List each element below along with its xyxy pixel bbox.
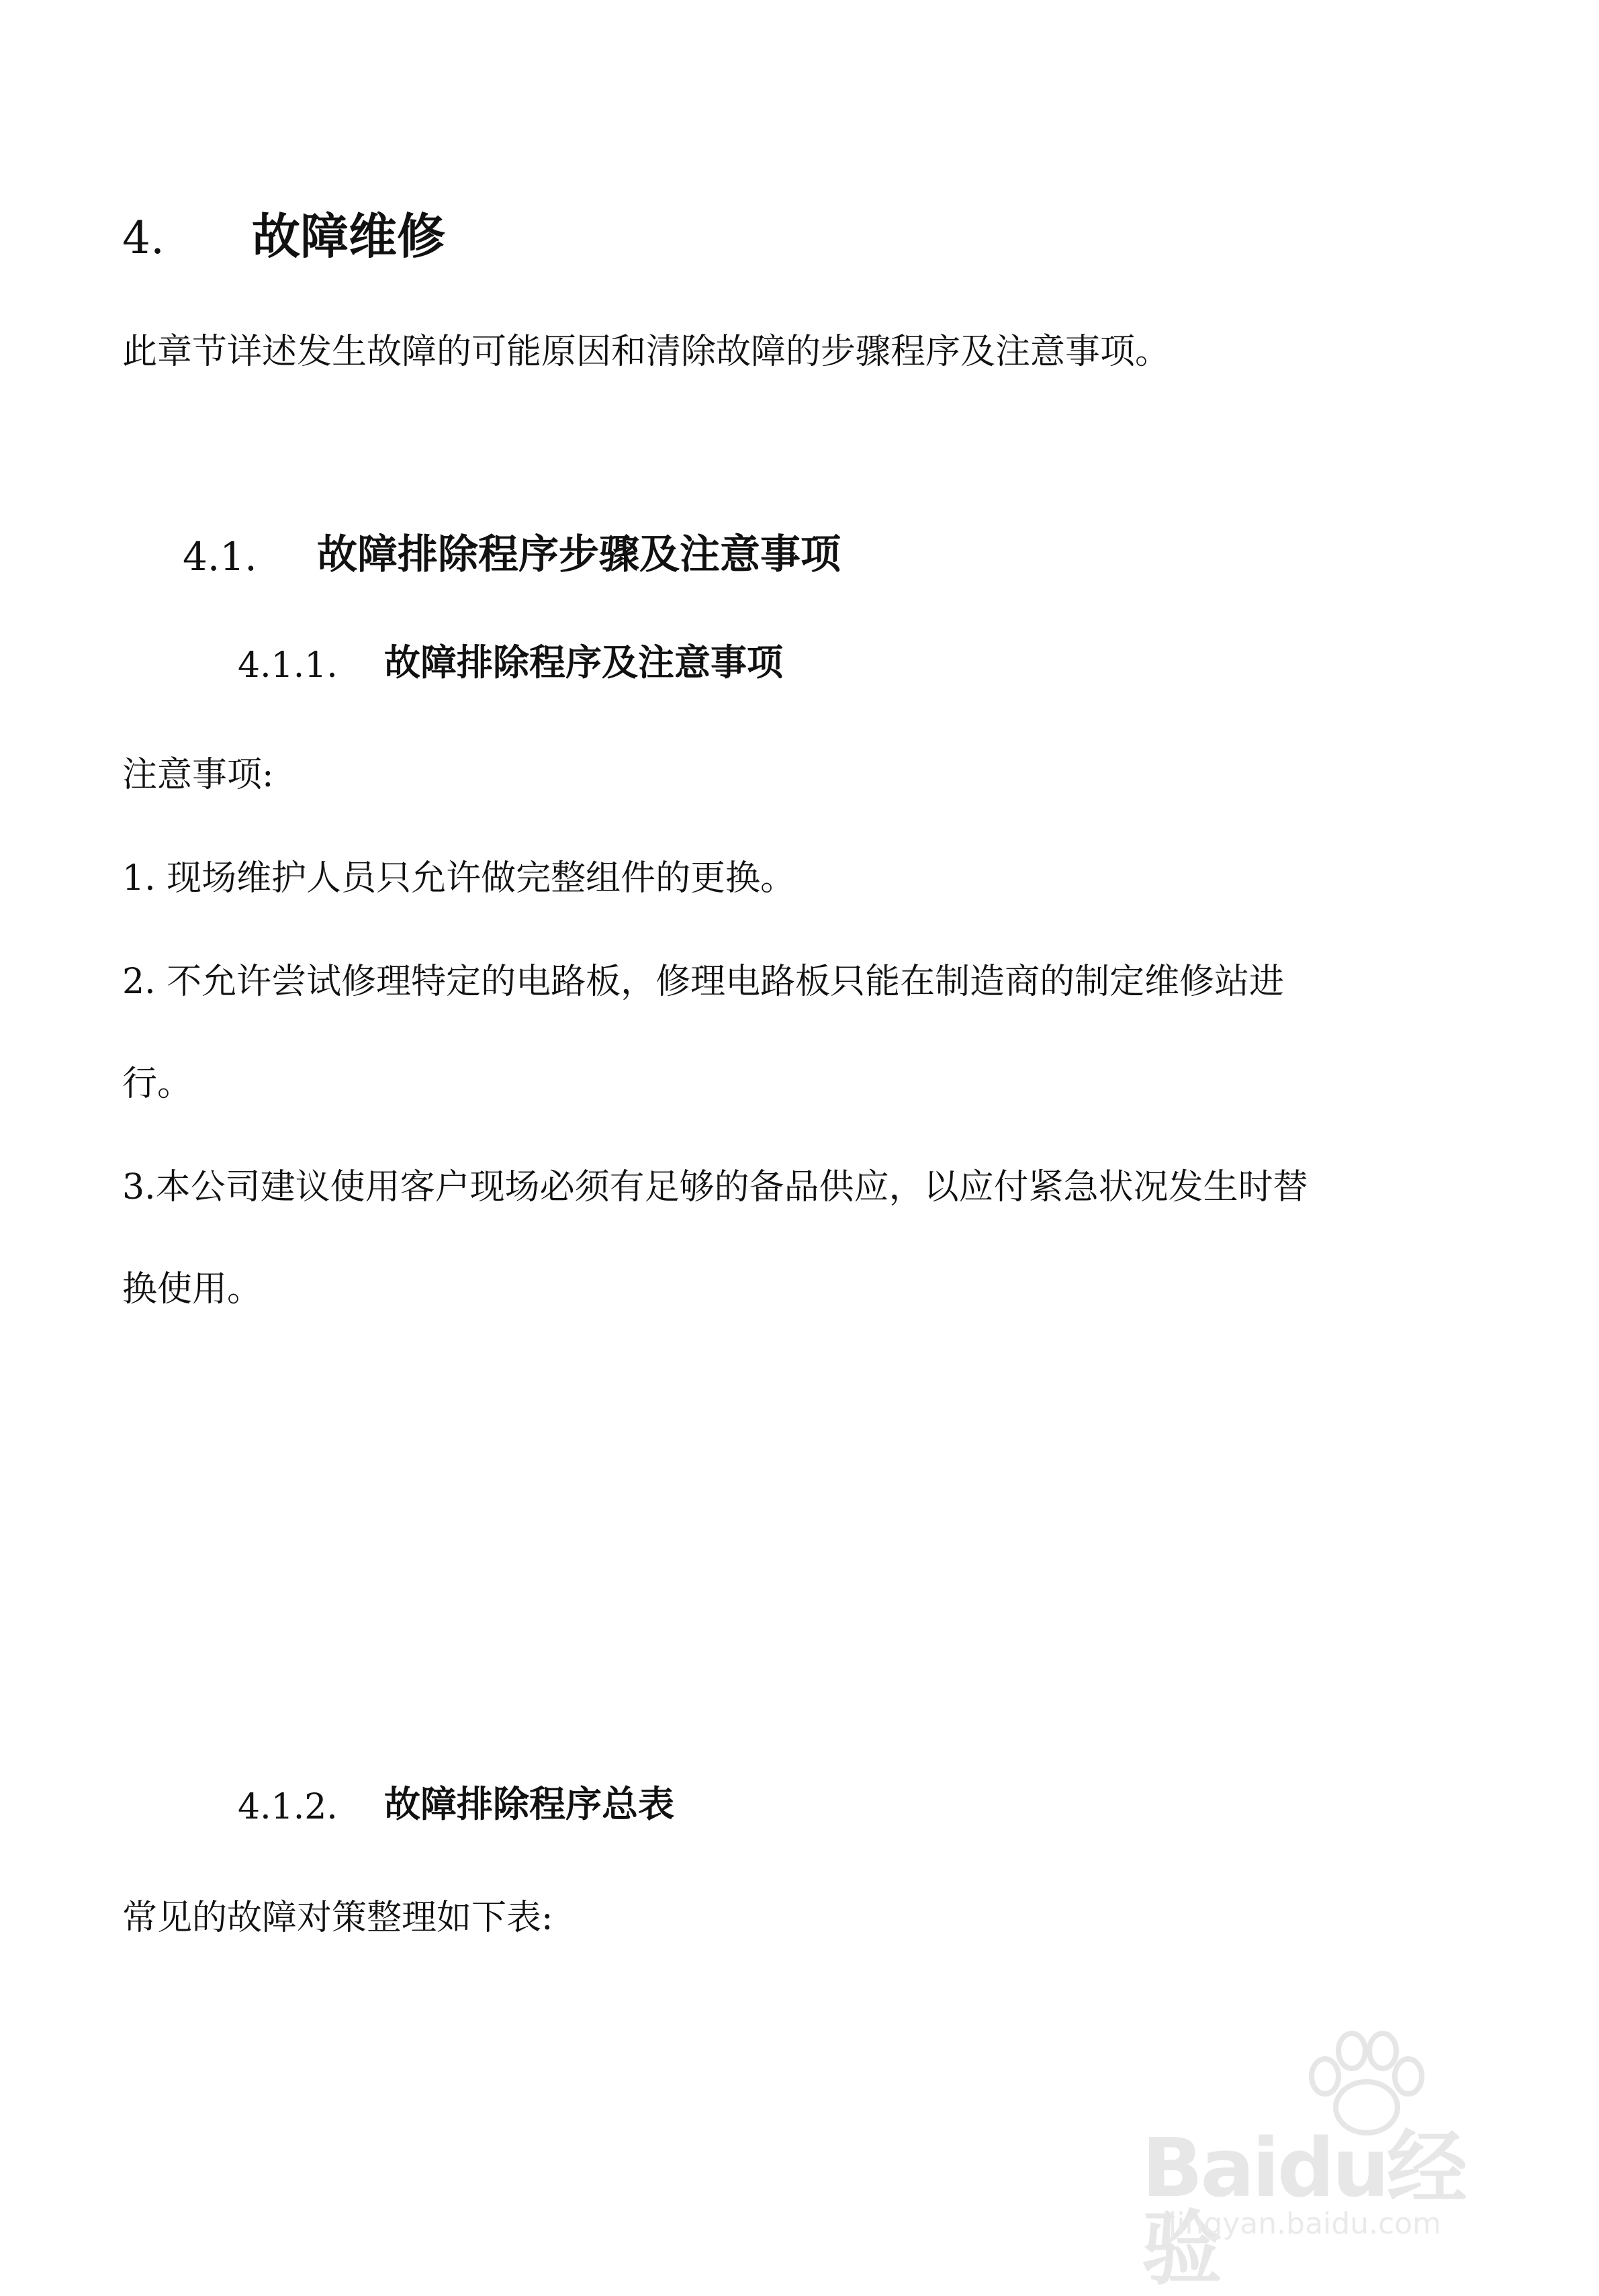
subsubsection-2-title: 故障排除程序总表 (384, 1783, 674, 1825)
section-intro: 此章节详述发生故障的可能原因和清除故障的步骤程序及注意事项。 (122, 332, 1171, 372)
note-2-line-2: 行。 (122, 1064, 193, 1104)
note-1: 1. 现场维护人员只允许做完整组件的更换。 (122, 858, 796, 899)
subsubsection-1-number: 4.1.1. (238, 645, 338, 686)
subsection-number: 4.1. (183, 534, 257, 580)
subsection-title: 故障排除程序步骤及注意事项 (317, 531, 841, 578)
note-2-line-1: 2. 不允许尝试修理特定的电路板，修理电路板只能在制造商的制定维修站进 (122, 962, 1285, 1002)
note-3-line-1: 3.本公司建议使用客户现场必须有足够的备品供应，以应付紧急状况发生时替 (122, 1167, 1308, 1207)
notes-label: 注意事项: (122, 755, 274, 795)
subsubsection-2-number: 4.1.2. (238, 1787, 338, 1827)
watermark-logo: Baidu经验 (1142, 2122, 1465, 2296)
note-3-line-2: 换使用。 (122, 1269, 263, 1310)
subsubsection-1-title: 故障排除程序及注意事项 (384, 641, 783, 684)
watermark-url: jingyan.baidu.com (1169, 2207, 1442, 2241)
section-number: 4. (122, 212, 165, 264)
table-intro: 常见的故障对策整理如下表: (122, 1898, 553, 1938)
section-title: 故障维修 (252, 208, 446, 265)
baidu-jingyan-watermark (1142, 2028, 1518, 2296)
